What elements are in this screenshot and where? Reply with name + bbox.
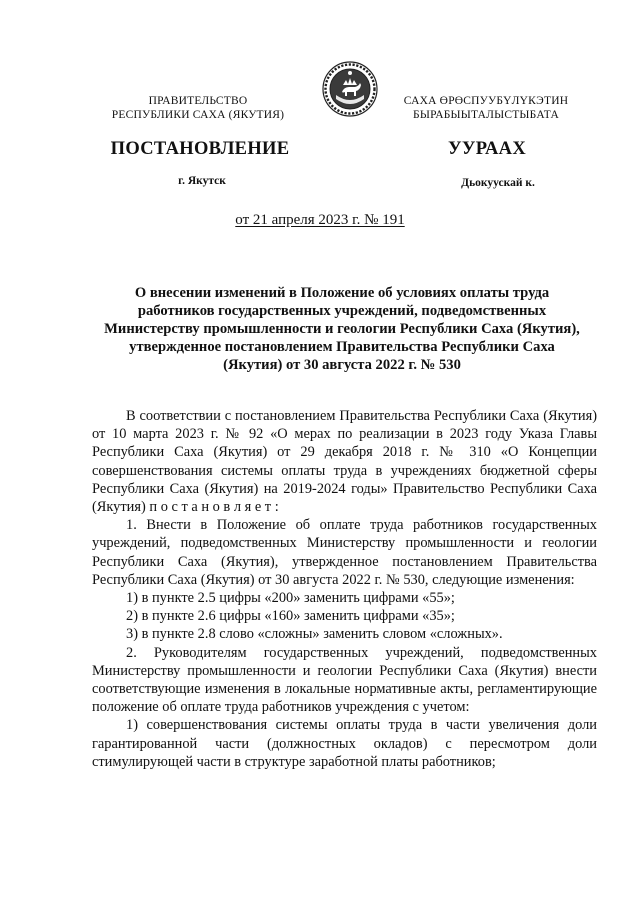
paragraph-2: 2. Руководителям государственных учреждений, подведомственных Министерству промышленности и геологии Республики Саха (Якутия) внести соответствующие изменения в локальные нормативные акты, регламентирующие положение об оплате труда работников учреждения с учетом:: [92, 644, 597, 716]
government-name-sah-line1: САХА ӨРӨСПУУБҮЛҮКЭТИН: [403, 95, 569, 107]
government-name-ru: [98, 94, 298, 122]
title-line: О внесении изменений в Положение об условиях оплаты труда: [134, 285, 550, 301]
doc-type-ru: ПОСТАНОВЛЕНИЕ: [110, 139, 290, 159]
document-title: [92, 284, 592, 374]
government-name-ru-line1: ПРАВИТЕЛЬСТВО: [148, 95, 248, 107]
title-line: (Якутия) от 30 августа 2022 г. № 530: [223, 357, 461, 373]
city-sah: Дьокуускай к.: [461, 177, 535, 189]
paragraph-1-item-1: 1) в пункте 2.5 цифры «200» заменить цифрами «55»;: [126, 590, 455, 607]
government-name-ru-line2: РЕСПУБЛИКИ САХА (ЯКУТИЯ): [111, 109, 285, 121]
date-number-line: [0, 212, 640, 229]
preamble-paragraph: [92, 407, 597, 516]
government-name-sah: [378, 94, 594, 122]
title-line: работников государственных учреждений, подведомственных: [137, 303, 547, 319]
title-line: Министерству промышленности и геологии Республики Саха (Якутия),: [104, 321, 580, 337]
decree-word: п о с т а н о в л я е т :: [149, 499, 279, 516]
city-ru: г. Якутск: [178, 175, 226, 187]
government-name-sah-line2: БЫРАБЫЫТАЛЫСТЫБАТА: [413, 109, 559, 121]
paragraph-1-item-2: 2) в пункте 2.6 цифры «160» заменить цифрами «35»;: [126, 608, 455, 625]
coat-of-arms-icon: [322, 61, 378, 117]
paragraph-2-item-1: 1) совершенствования системы оплаты труда в части увеличения доли гарантированной части (должностных окладов) с пересмотром доли стимулирующей части в структуре заработной платы работников;: [92, 717, 597, 770]
doc-type-sah: УУРААХ: [448, 139, 526, 159]
date-number: от 21 апреля 2023 г. № 191: [235, 212, 405, 228]
paragraph-1-item-3: 3) в пункте 2.8 слово «сложны» заменить словом «сложных».: [126, 626, 503, 643]
document-body: [92, 407, 597, 771]
title-line: утвержденное постановлением Правительства Республики Саха: [129, 339, 555, 355]
preamble-text: В соответствии с постановлением Правительства Республики Саха (Якутия) от 10 марта 2023 г. № 92 «О мерах по реализации в 2023 году Указа Главы Республики Саха (Якутия) от 29 декабря 2018 г. № 310 «О Концепции совершенствования системы оплаты труда в учреждениях бюджетной сферы Республики Саха (Якутия) на 2019-2024 годы» Правительство Республики Саха (Якутия): [92, 408, 597, 516]
paragraph-1: 1. Внести в Положение об оплате труда работников государственных учреждений, подведомственных Министерству промышленности и геологии Республики Саха (Якутия), утвержденное постановлением Правительства Республики Саха (Якутия) от 30 августа 2022 г. № 530, следующие изменения:: [92, 517, 597, 588]
